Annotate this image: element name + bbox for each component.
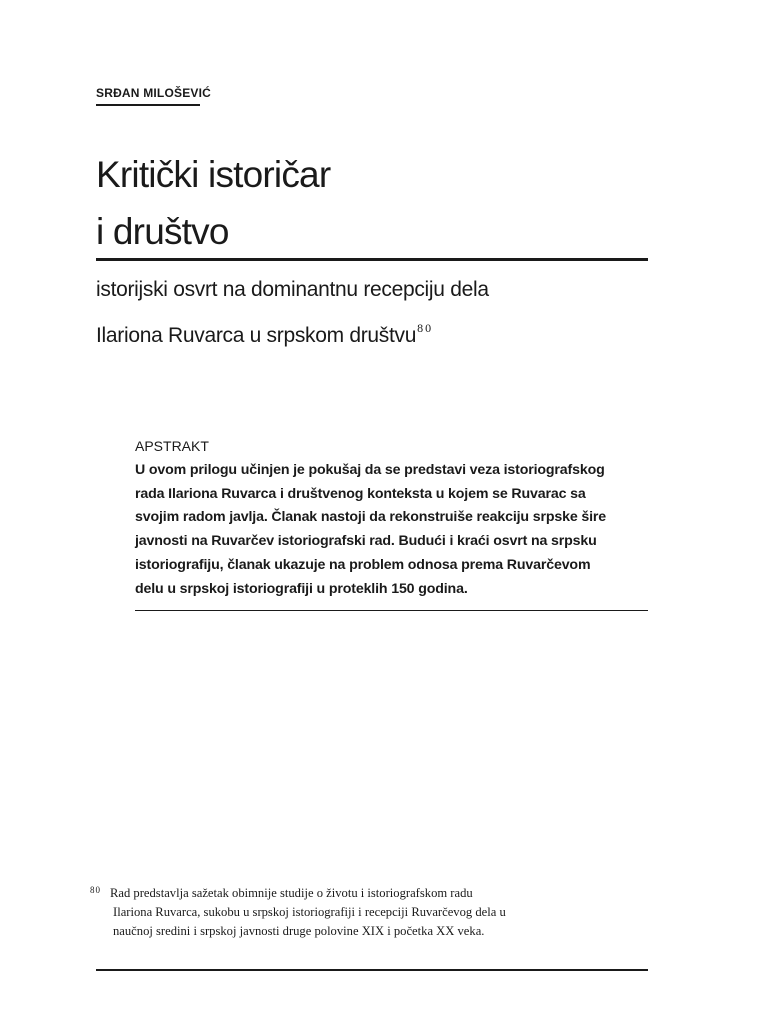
article-title (96, 146, 656, 260)
subtitle-line-1: istorijski osvrt na dominantnu recepciju dela (96, 278, 489, 301)
abstract-line: U ovom prilogu učinjen je pokušaj da se predstavi veza istoriografskog (135, 462, 605, 478)
author-underline (96, 104, 200, 106)
footnote-line: naučnoj sredini i srpskoj javnosti druge polovine XIX i početka XX veka. (113, 924, 485, 938)
abstract-text (135, 459, 655, 601)
author-name: SRĐAN MILOŠEVIĆ (96, 86, 212, 100)
title-line-1: Kritički istoričar (96, 154, 331, 195)
abstract-rule (135, 610, 648, 611)
footnote-reference: 80 (417, 321, 434, 335)
subtitle-line-2 (96, 309, 656, 355)
abstract-line: svojim radom javlja. Članak nastoji da rekonstruiše reakciju srpske šire (135, 509, 607, 526)
footnote-line: Ilariona Ruvarca, sukobu u srpskoj istoriografiji i recepciji Ruvarčevog dela u (113, 905, 506, 919)
title-rule (96, 258, 648, 261)
abstract-line: rada Ilariona Ruvarca i društvenog konteksta u kojem se Ruvarac sa (135, 485, 586, 502)
footnote-mark: 80 (90, 885, 101, 895)
footnote-line: Rad predstavlja sažetak obimnije studije o životu i istoriografskom radu (110, 886, 473, 900)
subtitle-line-2-text: Ilariona Ruvarca u srpskom društvu (96, 324, 417, 347)
bottom-rule (96, 969, 648, 971)
abstract-line: javnosti na Ruvarčev istoriografski rad. Budući i kraći osvrt na srpsku (135, 533, 597, 550)
abstract-line: istoriografiju, članak ukazuje na problem odnosa prema Ruvarčevom (135, 556, 591, 573)
footnote (90, 884, 650, 941)
article-subtitle (96, 270, 656, 355)
title-line-2: i društvo (96, 211, 229, 252)
abstract-label: APSTRAKT (135, 438, 209, 454)
footnote-text (110, 884, 650, 941)
abstract-line: delu u srpskoj istoriografiji u proteklih 150 godina. (135, 580, 468, 597)
